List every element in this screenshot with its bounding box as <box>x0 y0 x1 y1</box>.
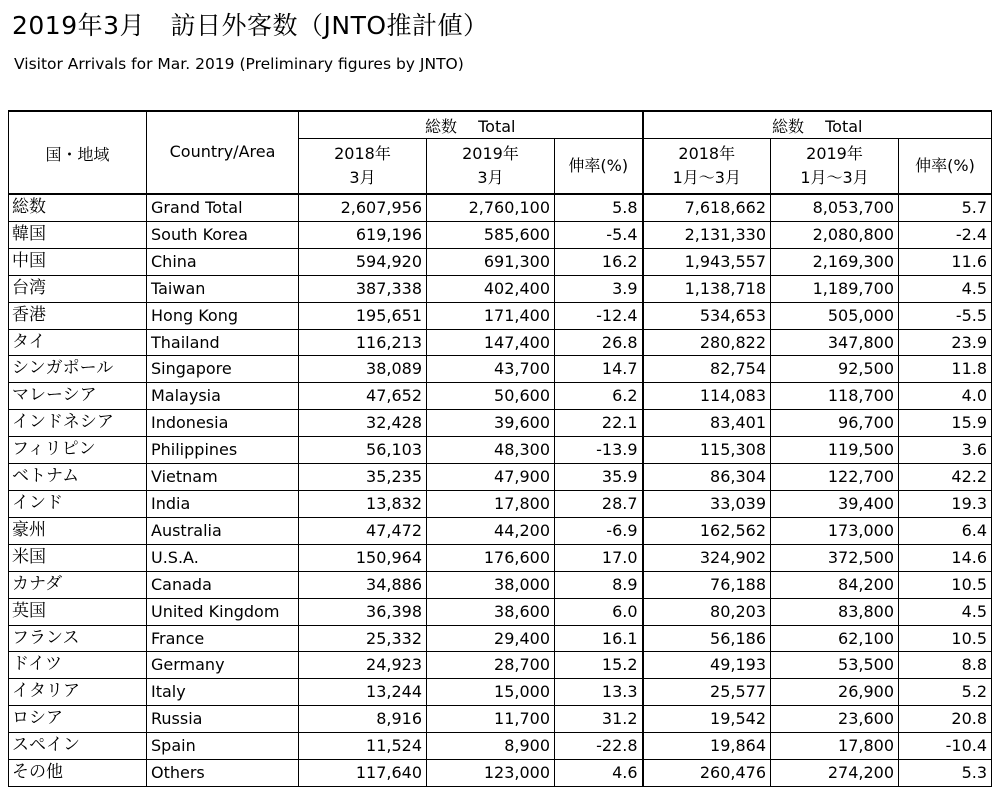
cell-growth-month: 3.9 <box>555 275 643 302</box>
cell-2018-ytd: 115,308 <box>643 437 771 464</box>
cell-jp-name: 韓国 <box>9 221 147 248</box>
cell-2018-month: 117,640 <box>299 760 427 787</box>
cell-en-name: Australia <box>147 517 299 544</box>
cell-2018-ytd: 2,131,330 <box>643 221 771 248</box>
table-row <box>9 356 992 383</box>
cell-2018-month: 35,235 <box>299 464 427 491</box>
cell-jp-name: 英国 <box>9 598 147 625</box>
header-2018-ytd-line1: 2018年 <box>678 144 736 163</box>
cell-2019-ytd: 2,080,800 <box>771 221 899 248</box>
header-growth-ytd: 伸率(%) <box>899 139 992 195</box>
header-2019-month-line1: 2019年 <box>462 144 519 163</box>
cell-jp-name: カナダ <box>9 571 147 598</box>
cell-2019-month: 691,300 <box>427 248 555 275</box>
cell-growth-ytd: 8.8 <box>899 652 992 679</box>
header-group-ytd: 総数 Total <box>643 111 992 139</box>
cell-jp-name: ドイツ <box>9 652 147 679</box>
table-row <box>9 275 992 302</box>
cell-jp-name: 台湾 <box>9 275 147 302</box>
cell-2019-month: 50,600 <box>427 383 555 410</box>
cell-jp-name: 総数 <box>9 194 147 221</box>
cell-jp-name: マレーシア <box>9 383 147 410</box>
cell-jp-name: タイ <box>9 329 147 356</box>
header-2018-ytd-line2: 1月～3月 <box>672 168 741 187</box>
cell-en-name: Hong Kong <box>147 302 299 329</box>
cell-2018-month: 13,244 <box>299 679 427 706</box>
table-row <box>9 625 992 652</box>
table-row <box>9 598 992 625</box>
cell-en-name: Philippines <box>147 437 299 464</box>
cell-2019-month: 147,400 <box>427 329 555 356</box>
cell-2018-ytd: 76,188 <box>643 571 771 598</box>
cell-en-name: Germany <box>147 652 299 679</box>
cell-2018-month: 32,428 <box>299 410 427 437</box>
cell-2018-month: 25,332 <box>299 625 427 652</box>
cell-2019-ytd: 26,900 <box>771 679 899 706</box>
cell-2019-ytd: 53,500 <box>771 652 899 679</box>
cell-2019-month: 38,000 <box>427 571 555 598</box>
cell-2019-ytd: 17,800 <box>771 733 899 760</box>
cell-2018-month: 594,920 <box>299 248 427 275</box>
cell-2019-ytd: 8,053,700 <box>771 194 899 221</box>
table-row <box>9 329 992 356</box>
cell-growth-ytd: 4.0 <box>899 383 992 410</box>
table-row <box>9 760 992 787</box>
cell-2019-ytd: 122,700 <box>771 464 899 491</box>
cell-2019-ytd: 1,189,700 <box>771 275 899 302</box>
cell-2019-ytd: 96,700 <box>771 410 899 437</box>
cell-2018-month: 47,652 <box>299 383 427 410</box>
cell-jp-name: 香港 <box>9 302 147 329</box>
cell-en-name: Others <box>147 760 299 787</box>
table-row <box>9 517 992 544</box>
table-row <box>9 490 992 517</box>
table-row <box>9 706 992 733</box>
cell-2018-ytd: 82,754 <box>643 356 771 383</box>
cell-jp-name: ロシア <box>9 706 147 733</box>
cell-growth-ytd: -5.5 <box>899 302 992 329</box>
cell-2018-ytd: 324,902 <box>643 544 771 571</box>
cell-2018-ytd: 162,562 <box>643 517 771 544</box>
cell-growth-month: 6.0 <box>555 598 643 625</box>
cell-growth-month: 8.9 <box>555 571 643 598</box>
cell-2018-month: 2,607,956 <box>299 194 427 221</box>
cell-growth-ytd: -10.4 <box>899 733 992 760</box>
cell-growth-ytd: 14.6 <box>899 544 992 571</box>
cell-2019-ytd: 347,800 <box>771 329 899 356</box>
cell-en-name: South Korea <box>147 221 299 248</box>
cell-en-name: Malaysia <box>147 383 299 410</box>
cell-2018-month: 34,886 <box>299 571 427 598</box>
cell-growth-ytd: 10.5 <box>899 571 992 598</box>
cell-2018-month: 116,213 <box>299 329 427 356</box>
cell-en-name: France <box>147 625 299 652</box>
cell-2018-ytd: 1,138,718 <box>643 275 771 302</box>
cell-2019-month: 11,700 <box>427 706 555 733</box>
table-row <box>9 437 992 464</box>
cell-jp-name: インドネシア <box>9 410 147 437</box>
cell-2018-ytd: 49,193 <box>643 652 771 679</box>
cell-2019-month: 44,200 <box>427 517 555 544</box>
cell-2019-month: 38,600 <box>427 598 555 625</box>
cell-jp-name: イタリア <box>9 679 147 706</box>
cell-growth-ytd: 5.7 <box>899 194 992 221</box>
cell-en-name: Canada <box>147 571 299 598</box>
cell-growth-month: 31.2 <box>555 706 643 733</box>
header-2018-month-line2: 3月 <box>349 168 376 187</box>
cell-2018-month: 195,651 <box>299 302 427 329</box>
cell-2019-ytd: 23,600 <box>771 706 899 733</box>
cell-2019-month: 47,900 <box>427 464 555 491</box>
cell-jp-name: ベトナム <box>9 464 147 491</box>
cell-growth-ytd: 23.9 <box>899 329 992 356</box>
cell-growth-month: 26.8 <box>555 329 643 356</box>
cell-2018-ytd: 83,401 <box>643 410 771 437</box>
table-body <box>9 194 992 786</box>
cell-2018-ytd: 280,822 <box>643 329 771 356</box>
cell-growth-month: -5.4 <box>555 221 643 248</box>
cell-growth-ytd: 4.5 <box>899 598 992 625</box>
cell-2018-month: 38,089 <box>299 356 427 383</box>
cell-2018-month: 11,524 <box>299 733 427 760</box>
header-2019-ytd-line2: 1月～3月 <box>800 168 869 187</box>
cell-2019-month: 28,700 <box>427 652 555 679</box>
cell-growth-ytd: 3.6 <box>899 437 992 464</box>
cell-growth-ytd: 11.6 <box>899 248 992 275</box>
cell-2019-month: 585,600 <box>427 221 555 248</box>
cell-growth-ytd: 20.8 <box>899 706 992 733</box>
table-header <box>9 111 992 194</box>
cell-2019-month: 29,400 <box>427 625 555 652</box>
cell-growth-month: 17.0 <box>555 544 643 571</box>
cell-en-name: Russia <box>147 706 299 733</box>
cell-2019-ytd: 62,100 <box>771 625 899 652</box>
table-row <box>9 571 992 598</box>
cell-2019-month: 39,600 <box>427 410 555 437</box>
cell-growth-ytd: -2.4 <box>899 221 992 248</box>
cell-growth-ytd: 42.2 <box>899 464 992 491</box>
cell-growth-month: 5.8 <box>555 194 643 221</box>
cell-growth-ytd: 6.4 <box>899 517 992 544</box>
cell-2018-ytd: 19,542 <box>643 706 771 733</box>
cell-2019-month: 17,800 <box>427 490 555 517</box>
cell-en-name: Taiwan <box>147 275 299 302</box>
cell-2018-ytd: 19,864 <box>643 733 771 760</box>
cell-2018-month: 8,916 <box>299 706 427 733</box>
cell-growth-ytd: 5.3 <box>899 760 992 787</box>
table-row <box>9 410 992 437</box>
cell-2018-ytd: 260,476 <box>643 760 771 787</box>
cell-2019-month: 43,700 <box>427 356 555 383</box>
cell-2019-ytd: 505,000 <box>771 302 899 329</box>
cell-2018-ytd: 86,304 <box>643 464 771 491</box>
table-row-total <box>9 194 992 221</box>
cell-jp-name: 中国 <box>9 248 147 275</box>
header-jp-label: 国・地域 <box>9 111 147 194</box>
table-row <box>9 302 992 329</box>
cell-growth-month: -13.9 <box>555 437 643 464</box>
cell-growth-ytd: 4.5 <box>899 275 992 302</box>
cell-2019-month: 123,000 <box>427 760 555 787</box>
cell-2018-month: 24,923 <box>299 652 427 679</box>
table-row <box>9 679 992 706</box>
page-subtitle: Visitor Arrivals for Mar. 2019 (Preliminary figures by JNTO) <box>14 55 464 73</box>
table-row <box>9 733 992 760</box>
cell-2018-month: 387,338 <box>299 275 427 302</box>
cell-2019-ytd: 92,500 <box>771 356 899 383</box>
header-2019-ytd <box>771 139 899 195</box>
cell-jp-name: インド <box>9 490 147 517</box>
cell-2018-month: 56,103 <box>299 437 427 464</box>
header-2018-ytd <box>643 139 771 195</box>
cell-2018-ytd: 114,083 <box>643 383 771 410</box>
cell-en-name: Spain <box>147 733 299 760</box>
cell-en-name: Grand Total <box>147 194 299 221</box>
cell-2019-ytd: 83,800 <box>771 598 899 625</box>
cell-growth-month: 14.7 <box>555 356 643 383</box>
cell-growth-ytd: 5.2 <box>899 679 992 706</box>
cell-growth-month: 13.3 <box>555 679 643 706</box>
cell-2018-ytd: 1,943,557 <box>643 248 771 275</box>
cell-2018-month: 13,832 <box>299 490 427 517</box>
cell-2019-month: 8,900 <box>427 733 555 760</box>
cell-2019-ytd: 84,200 <box>771 571 899 598</box>
cell-2019-month: 176,600 <box>427 544 555 571</box>
cell-growth-ytd: 11.8 <box>899 356 992 383</box>
cell-growth-month: -22.8 <box>555 733 643 760</box>
header-2018-month-line1: 2018年 <box>334 144 391 163</box>
cell-jp-name: シンガポール <box>9 356 147 383</box>
cell-growth-month: 22.1 <box>555 410 643 437</box>
cell-2019-month: 15,000 <box>427 679 555 706</box>
table-row <box>9 383 992 410</box>
cell-en-name: Italy <box>147 679 299 706</box>
cell-growth-month: 4.6 <box>555 760 643 787</box>
cell-growth-month: 28.7 <box>555 490 643 517</box>
cell-2018-month: 36,398 <box>299 598 427 625</box>
cell-en-name: Singapore <box>147 356 299 383</box>
cell-jp-name: フランス <box>9 625 147 652</box>
cell-2019-month: 171,400 <box>427 302 555 329</box>
cell-2019-ytd: 173,000 <box>771 517 899 544</box>
header-2018-month <box>299 139 427 195</box>
cell-jp-name: その他 <box>9 760 147 787</box>
header-2019-month <box>427 139 555 195</box>
visitor-arrivals-table <box>8 110 992 787</box>
cell-2018-ytd: 33,039 <box>643 490 771 517</box>
cell-en-name: Thailand <box>147 329 299 356</box>
cell-2019-month: 2,760,100 <box>427 194 555 221</box>
cell-growth-ytd: 19.3 <box>899 490 992 517</box>
cell-growth-month: 16.1 <box>555 625 643 652</box>
cell-growth-month: -12.4 <box>555 302 643 329</box>
header-en-label: Country/Area <box>147 111 299 194</box>
cell-jp-name: 豪州 <box>9 517 147 544</box>
cell-2019-month: 402,400 <box>427 275 555 302</box>
cell-2018-ytd: 25,577 <box>643 679 771 706</box>
cell-en-name: United Kingdom <box>147 598 299 625</box>
cell-growth-month: 15.2 <box>555 652 643 679</box>
cell-jp-name: 米国 <box>9 544 147 571</box>
cell-2018-ytd: 80,203 <box>643 598 771 625</box>
table-row <box>9 544 992 571</box>
cell-jp-name: スペイン <box>9 733 147 760</box>
cell-2019-ytd: 39,400 <box>771 490 899 517</box>
cell-2018-ytd: 56,186 <box>643 625 771 652</box>
cell-2019-ytd: 119,500 <box>771 437 899 464</box>
cell-growth-month: 35.9 <box>555 464 643 491</box>
cell-en-name: China <box>147 248 299 275</box>
cell-growth-ytd: 15.9 <box>899 410 992 437</box>
table-row <box>9 464 992 491</box>
cell-growth-month: -6.9 <box>555 517 643 544</box>
cell-jp-name: フィリピン <box>9 437 147 464</box>
cell-2019-ytd: 2,169,300 <box>771 248 899 275</box>
header-group-month: 総数 Total <box>299 111 643 139</box>
cell-2019-ytd: 372,500 <box>771 544 899 571</box>
header-2019-month-line2: 3月 <box>477 168 504 187</box>
cell-2018-month: 47,472 <box>299 517 427 544</box>
table-row <box>9 248 992 275</box>
cell-2018-month: 150,964 <box>299 544 427 571</box>
table-row <box>9 221 992 248</box>
cell-growth-ytd: 10.5 <box>899 625 992 652</box>
cell-growth-month: 16.2 <box>555 248 643 275</box>
cell-2019-ytd: 274,200 <box>771 760 899 787</box>
cell-en-name: Vietnam <box>147 464 299 491</box>
cell-en-name: U.S.A. <box>147 544 299 571</box>
cell-2019-ytd: 118,700 <box>771 383 899 410</box>
cell-en-name: Indonesia <box>147 410 299 437</box>
cell-2018-month: 619,196 <box>299 221 427 248</box>
table-row <box>9 652 992 679</box>
cell-en-name: India <box>147 490 299 517</box>
header-2019-ytd-line1: 2019年 <box>806 144 863 163</box>
cell-2018-ytd: 7,618,662 <box>643 194 771 221</box>
cell-2018-ytd: 534,653 <box>643 302 771 329</box>
cell-2019-month: 48,300 <box>427 437 555 464</box>
header-growth-month: 伸率(%) <box>555 139 643 195</box>
cell-growth-month: 6.2 <box>555 383 643 410</box>
page-title: 2019年3月 訪日外客数（JNTO推計値） <box>12 11 489 40</box>
